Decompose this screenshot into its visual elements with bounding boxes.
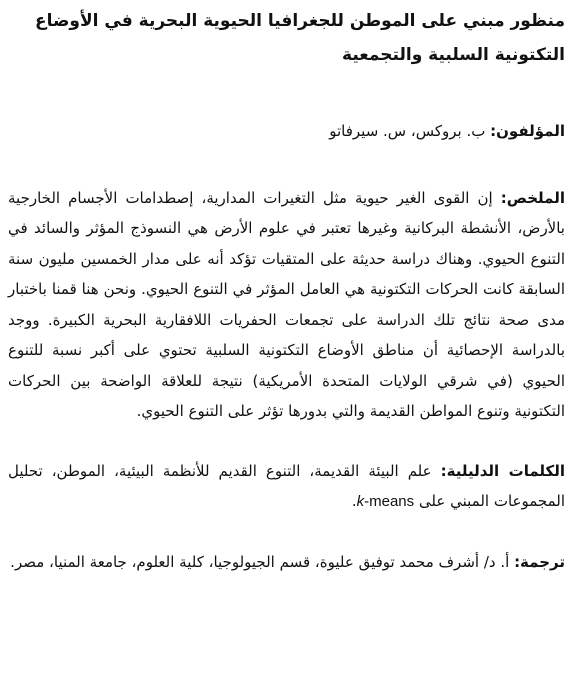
abstract-paragraph [8, 183, 565, 427]
authors-names: ب. بروكس، س. سيرفاتو [329, 122, 486, 140]
authors-label: المؤلفون: [490, 122, 565, 140]
translation-paragraph [8, 547, 565, 578]
abstract-text: إن القوى الغير حيوية مثل التغيرات المدارية، إصطدامات الأجسام الخارجية بالأرض، الأنشطة البركانية وغيرها تعتبر في علوم الأرض هي النسوذج المؤثر والسائد في التنوع الحيوي. وهناك دراسة حديثة على المتقيات تؤكد أنه على مدار الخمسين مليون سنة السابقة كانت الحركات التكتونية هي العامل المؤثر في التنوع الحيوي. ونحن هنا قمنا باختبار مدى صحة نتائج تلك الدراسة على تجمعات الحفريات اللافقارية البحرية الكبيرة. ووجد بالدراسة الإحصائية أن مناطق الأوضاع التكتونية السلبية تحتوي على أكبر نسبة للتنوع الحيوي (في شرقي الولايات المتحدة الأمريكية) نتيجة للعلاقة الواضحة بين الحركات التكتونية وتنوع المواطن القديمة والتي بدورها تؤثر على التنوع الحيوي. [8, 188, 565, 420]
kmeans-term [357, 492, 415, 510]
kmeans-term-rest: -means [364, 493, 415, 510]
keywords-paragraph: الكلمات الدليلية: علم البيئة القديمة، التنوع القديم للأنظمة البيئية، الموطن، تحليل المجموعات المبني على k-means. [8, 461, 566, 510]
kmeans-term-k: k [356, 493, 365, 510]
translation-label: ترجمة: [514, 552, 565, 571]
article-title: منظور مبني على الموطن للجغرافيا الحيوية البحرية في الأوضاع التكتونية السلبية والتجمعية [34, 11, 565, 65]
translation-text: أ. د/ أشرف محمد توفيق عليوة، قسم الجيولوجيا، كلية العلوم، جامعة المنيا، مصر. [10, 552, 510, 571]
keywords-text: علم البيئة القديمة، التنوع القديم للأنظمة البيئية، الموطن، تحليل المجموعات المبني على [8, 461, 565, 510]
keywords-label: الكلمات الدليلية: [440, 461, 566, 480]
abstract-label: الملخص: [500, 188, 565, 207]
authors-line [8, 116, 565, 147]
